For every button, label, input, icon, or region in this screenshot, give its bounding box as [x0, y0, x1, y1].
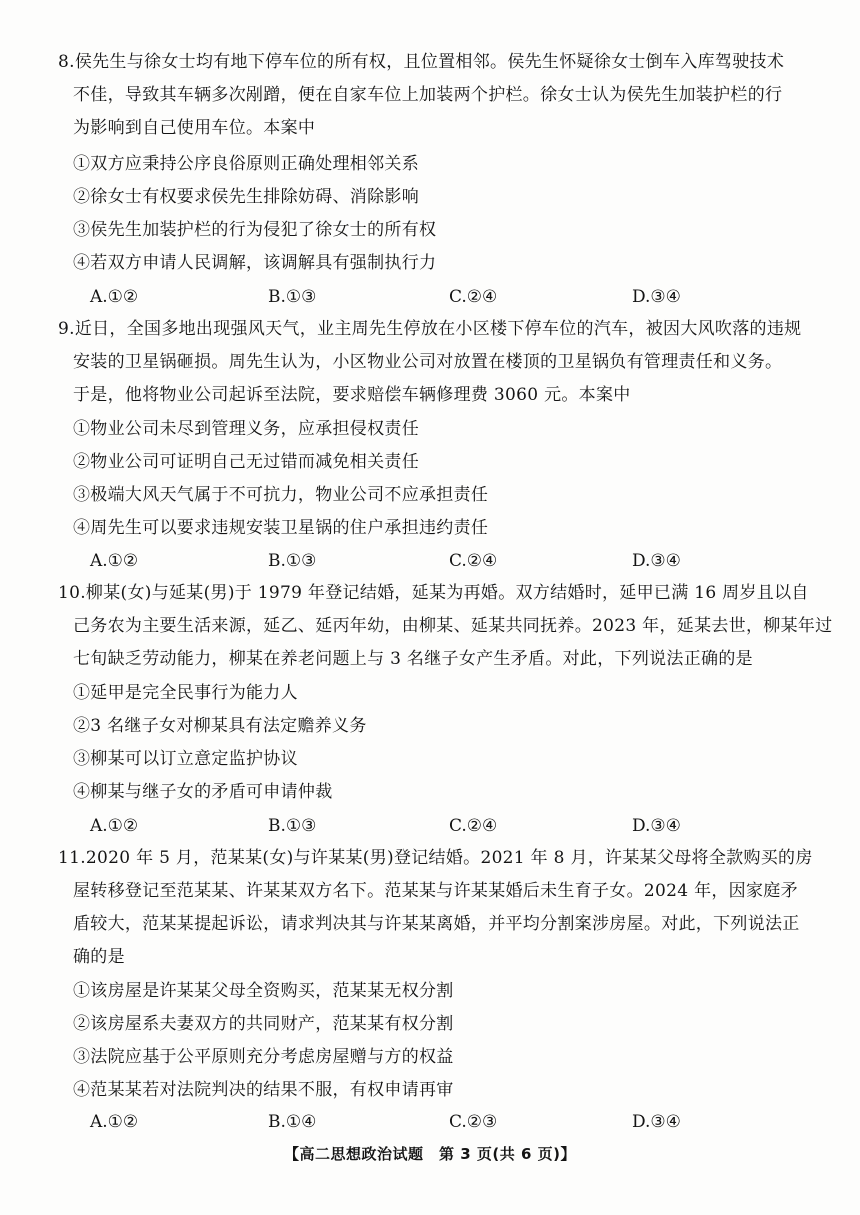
question-11-statement-1: ①该房屋是许某某父母全资购买，范某某无权分割 [73, 981, 454, 1001]
question-stem-line: 11.2020 年 5 月，范某某(女)与许某某(男)登记结婚。2021 年 8 月，许某某父母将全款购买的房 [58, 848, 813, 868]
question-11-option-c: C.②③ [449, 1112, 498, 1132]
question-9-option-c: C.②④ [449, 551, 498, 571]
question-10-stem [58, 577, 833, 676]
question-11-statement-4: ④范某某若对法院判决的结果不服，有权申请再审 [73, 1080, 454, 1100]
question-9-statement-3: ③极端大风天气属于不可抗力，物业公司不应承担责任 [73, 485, 489, 505]
question-11-option-b: B.①④ [268, 1112, 317, 1132]
question-9-stem [58, 313, 818, 412]
question-8-option-d: D.③④ [632, 287, 681, 307]
question-11-option-d: D.③④ [632, 1112, 681, 1132]
question-stem-line: 于是，他将物业公司起诉至法院，要求赔偿车辆修理费 3060 元。本案中 [73, 385, 631, 405]
question-stem-line: 9.近日，全国多地出现强风天气，业主周先生停放在小区楼下停车位的汽车，被因大风吹落的违规 [58, 319, 802, 339]
question-9-statement-2: ②物业公司可证明自己无过错而减免相关责任 [73, 452, 419, 472]
question-9-option-a: A.①② [90, 551, 139, 571]
question-10-option-c: C.②④ [449, 816, 498, 836]
question-10-option-a: A.①② [90, 816, 139, 836]
question-stem-line: 己务农为主要生活来源，延乙、延丙年幼，由柳某、延某共同抚养。2023 年，延某去世，柳某年过 [73, 616, 833, 636]
question-stem-line: 七旬缺乏劳动能力，柳某在养老问题上与 3 名继子女产生矛盾。对此，下列说法正确的是 [73, 649, 753, 669]
question-10-statement-2: ②3 名继子女对柳某具有法定赡养义务 [73, 716, 367, 736]
question-stem-line: 为影响到自己使用车位。本案中 [73, 118, 316, 138]
question-stem-line: 不佳，导致其车辆多次剐蹭，便在自家车位上加装两个护栏。徐女士认为侯先生加装护栏的行 [73, 85, 783, 105]
question-8-option-a: A.①② [90, 287, 139, 307]
question-9-statement-1: ①物业公司未尽到管理义务，应承担侵权责任 [73, 419, 419, 439]
question-8-option-b: B.①③ [268, 287, 317, 307]
question-9-option-d: D.③④ [632, 551, 681, 571]
question-11-statement-3: ③法院应基于公平原则充分考虑房屋赠与方的权益 [73, 1047, 454, 1067]
question-9-statement-4: ④周先生可以要求违规安装卫星锅的住户承担违约责任 [73, 518, 489, 538]
question-stem-line: 10.柳某(女)与延某(男)于 1979 年登记结婚，延某为再婚。双方结婚时，延甲已满 16 周岁且以自 [58, 583, 809, 603]
question-stem-line: 安装的卫星锅砸损。周先生认为，小区物业公司对放置在楼顶的卫星锅负有管理责任和义务。 [73, 352, 783, 372]
question-10-statement-4: ④柳某与继子女的矛盾可申请仲裁 [73, 782, 333, 802]
question-10-statement-3: ③柳某可以订立意定监护协议 [73, 749, 298, 769]
question-8-statement-4: ④若双方申请人民调解，该调解具有强制执行力 [73, 253, 437, 273]
question-stem-line: 盾较大，范某某提起诉讼，请求判决其与许某某离婚，并平均分割案涉房屋。对此，下列说法正 [73, 914, 800, 934]
question-11-stem [58, 842, 818, 974]
question-stem-line: 屋转移登记至范某某、许某某双方名下。范某某与许某某婚后未生育子女。2024 年，因家庭矛 [73, 881, 798, 901]
question-8-statement-3: ③侯先生加装护栏的行为侵犯了徐女士的所有权 [73, 220, 437, 240]
question-8-option-c: C.②④ [449, 287, 498, 307]
question-10-option-b: B.①③ [268, 816, 317, 836]
question-8-statement-2: ②徐女士有权要求侯先生排除妨碍、消除影响 [73, 187, 419, 207]
page-footer: 【高二思想政治试题 第 3 页(共 6 页)】 [284, 1145, 576, 1163]
question-stem-line: 8.侯先生与徐女士均有地下停车位的所有权，且位置相邻。侯先生怀疑徐女士倒车入库驾驶技术 [58, 52, 785, 72]
question-11-option-a: A.①② [90, 1112, 139, 1132]
question-8-statement-1: ①双方应秉持公序良俗原则正确处理相邻关系 [73, 154, 419, 174]
question-stem-line: 确的是 [73, 947, 125, 967]
question-10-statement-1: ①延甲是完全民事行为能力人 [73, 683, 298, 703]
question-11-statement-2: ②该房屋系夫妻双方的共同财产，范某某有权分割 [73, 1014, 454, 1034]
question-9-option-b: B.①③ [268, 551, 317, 571]
question-10-option-d: D.③④ [632, 816, 681, 836]
question-8-stem [58, 46, 818, 145]
